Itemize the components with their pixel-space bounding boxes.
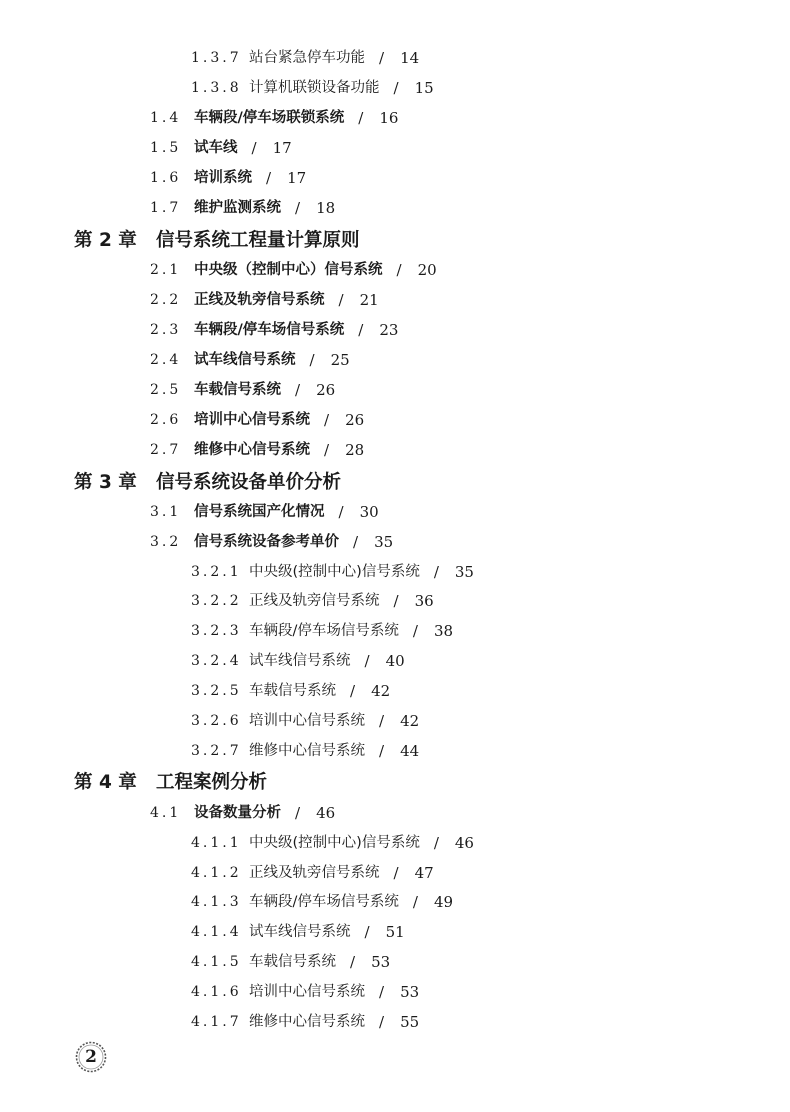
- toc-entry-row: [150, 439, 364, 461]
- section-page-number: 53: [371, 953, 391, 971]
- section-page-number: 28: [345, 441, 365, 459]
- toc-chapter-row: [74, 770, 267, 796]
- toc-entry-row: [150, 409, 364, 431]
- section-number: 3.2: [150, 534, 182, 550]
- page-separator: /: [396, 261, 402, 279]
- section-title: 中央级（控制中心）信号系统: [194, 262, 383, 278]
- section-number: 4.1.3: [191, 894, 242, 910]
- page-separator: /: [350, 682, 356, 700]
- section-number: 4.1.7: [191, 1014, 242, 1030]
- section-page-number: 15: [414, 79, 434, 97]
- section-page-number: 47: [414, 864, 434, 882]
- section-page-number: 16: [379, 109, 399, 127]
- section-page-number: 23: [379, 321, 399, 339]
- chapter-label: 第 3 章: [74, 472, 137, 493]
- section-title: 正线及轨旁信号系统: [249, 865, 380, 881]
- page-number: 2: [85, 1047, 97, 1067]
- toc-entry-row: [191, 1011, 419, 1033]
- toc-entry-row: [150, 501, 379, 523]
- section-title: 信号系统国产化情况: [194, 504, 325, 520]
- section-title: 试车线信号系统: [249, 924, 351, 940]
- section-title: 维修中心信号系统: [249, 743, 365, 759]
- toc-entry-row: [191, 981, 419, 1003]
- section-title: 正线及轨旁信号系统: [249, 593, 380, 609]
- section-number: 3.2.2: [191, 593, 242, 609]
- section-title: 车载信号系统: [194, 382, 281, 398]
- section-number: 3.2.7: [191, 743, 242, 759]
- section-page-number: 21: [359, 291, 379, 309]
- section-number: 3.2.1: [191, 564, 242, 580]
- page-separator: /: [295, 804, 301, 822]
- section-page-number: 25: [330, 351, 350, 369]
- section-number: 3.1: [150, 504, 182, 520]
- page-separator: /: [412, 893, 418, 911]
- section-title: 维护监测系统: [194, 200, 281, 216]
- section-page-number: 36: [414, 592, 434, 610]
- page-separator: /: [251, 139, 257, 157]
- section-number: 2.4: [150, 352, 182, 368]
- chapter-title: 工程案例分析: [156, 772, 268, 793]
- section-page-number: 42: [400, 712, 420, 730]
- page-separator: /: [358, 321, 364, 339]
- section-number: 1.3.7: [191, 50, 242, 66]
- page-separator: /: [393, 864, 399, 882]
- page-separator: /: [350, 953, 356, 971]
- section-number: 4.1: [150, 805, 182, 821]
- section-page-number: 51: [385, 923, 405, 941]
- section-title: 站台紧急停车功能: [249, 50, 365, 66]
- section-page-number: 40: [385, 652, 405, 670]
- section-number: 3.2.3: [191, 623, 242, 639]
- page-separator: /: [324, 411, 330, 429]
- section-title: 培训中心信号系统: [249, 984, 365, 1000]
- toc-entry-row: [191, 832, 474, 854]
- section-title: 试车线信号系统: [249, 653, 351, 669]
- section-title: 正线及轨旁信号系统: [194, 292, 325, 308]
- toc-entry-row: [150, 137, 292, 159]
- toc-entry-row: [191, 620, 453, 642]
- section-page-number: 38: [433, 622, 454, 640]
- section-number: 4.1.6: [191, 984, 242, 1000]
- toc-entry-row: [191, 650, 405, 672]
- section-page-number: 44: [400, 742, 420, 760]
- toc-entry-row: [191, 47, 419, 69]
- section-title: 车载信号系统: [249, 683, 336, 699]
- page-separator: /: [266, 169, 272, 187]
- section-title: 培训中心信号系统: [194, 412, 310, 428]
- section-number: 2.3: [150, 322, 182, 338]
- section-number: 2.2: [150, 292, 182, 308]
- section-number: 1.4: [150, 110, 182, 126]
- section-page-number: 20: [417, 261, 437, 279]
- section-page-number: 18: [316, 199, 336, 217]
- page-separator: /: [379, 49, 385, 67]
- page-separator: /: [393, 592, 399, 610]
- toc-entry-row: [191, 77, 434, 99]
- page-separator: /: [295, 381, 301, 399]
- page-separator: /: [379, 983, 385, 1001]
- section-number: 3.2.5: [191, 683, 242, 699]
- section-title: 培训系统: [194, 170, 252, 186]
- section-title: 车辆段/停车场信号系统: [194, 322, 345, 338]
- section-page-number: 35: [374, 533, 394, 551]
- toc-entry-row: [150, 289, 379, 311]
- section-page-number: 14: [400, 49, 420, 67]
- page-separator: /: [379, 742, 385, 760]
- toc-entry-row: [150, 349, 350, 371]
- chapter-label: 第 2 章: [74, 230, 137, 251]
- page-separator: /: [338, 503, 344, 521]
- toc-entry-row: [150, 167, 306, 189]
- page-separator: /: [364, 923, 370, 941]
- toc-entry-row: [150, 802, 335, 824]
- section-title: 信号系统设备参考单价: [194, 534, 339, 550]
- section-number: 3.2.4: [191, 653, 242, 669]
- section-number: 1.6: [150, 170, 182, 186]
- chapter-label: 第 4 章: [74, 772, 137, 793]
- toc-chapter-row: [74, 470, 341, 496]
- section-title: 车辆段/停车场信号系统: [249, 623, 399, 639]
- page-separator: /: [433, 563, 439, 581]
- toc-entry-row: [191, 951, 390, 973]
- toc-chapter-row: [74, 228, 360, 254]
- section-number: 4.1.5: [191, 954, 242, 970]
- page-separator: /: [364, 652, 370, 670]
- page-separator: /: [358, 109, 364, 127]
- section-page-number: 55: [400, 1013, 420, 1031]
- toc-entry-row: [191, 921, 405, 943]
- section-number: 2.6: [150, 412, 182, 428]
- chapter-title: 信号系统工程量计算原则: [156, 230, 360, 251]
- toc-entry-row: [191, 710, 419, 732]
- toc-entry-row: [191, 561, 474, 583]
- toc-entry-row: [150, 197, 335, 219]
- page-number-badge: [74, 1040, 108, 1074]
- section-title: 培训中心信号系统: [249, 713, 365, 729]
- toc-entry-row: [191, 862, 434, 884]
- section-title: 车辆段/停车场联锁系统: [194, 110, 345, 126]
- page-separator: /: [433, 834, 439, 852]
- section-number: 2.5: [150, 382, 182, 398]
- section-title: 中央级(控制中心)信号系统: [249, 835, 420, 851]
- section-title: 计算机联锁设备功能: [249, 80, 380, 96]
- toc-entry-row: [150, 531, 393, 553]
- section-page-number: 17: [272, 139, 292, 157]
- section-title: 中央级(控制中心)信号系统: [249, 564, 420, 580]
- section-page-number: 26: [345, 411, 365, 429]
- section-page-number: 26: [316, 381, 336, 399]
- section-title: 维修中心信号系统: [249, 1014, 365, 1030]
- section-page-number: 46: [316, 804, 336, 822]
- section-number: 1.7: [150, 200, 182, 216]
- section-title: 试车线信号系统: [194, 352, 296, 368]
- section-page-number: 46: [454, 834, 474, 852]
- section-title: 车载信号系统: [249, 954, 336, 970]
- section-page-number: 49: [433, 893, 454, 911]
- page-separator: /: [295, 199, 301, 217]
- section-title: 车辆段/停车场信号系统: [249, 894, 399, 910]
- section-number: 2.7: [150, 442, 182, 458]
- section-page-number: 30: [359, 503, 379, 521]
- section-page-number: 17: [287, 169, 307, 187]
- page-separator: /: [324, 441, 330, 459]
- toc-entry-row: [150, 379, 335, 401]
- section-page-number: 42: [371, 682, 391, 700]
- page-separator: /: [353, 533, 359, 551]
- page-separator: /: [379, 712, 385, 730]
- toc-entry-row: [191, 891, 453, 913]
- section-number: 3.2.6: [191, 713, 242, 729]
- page-separator: /: [412, 622, 418, 640]
- section-title: 设备数量分析: [194, 805, 281, 821]
- section-number: 4.1.1: [191, 835, 242, 851]
- toc-entry-row: [150, 107, 398, 129]
- page-separator: /: [393, 79, 399, 97]
- section-title: 维修中心信号系统: [194, 442, 310, 458]
- toc-entry-row: [191, 680, 390, 702]
- page-separator: /: [309, 351, 315, 369]
- page-separator: /: [338, 291, 344, 309]
- toc-entry-row: [191, 740, 419, 762]
- section-page-number: 53: [400, 983, 420, 1001]
- section-number: 1.5: [150, 140, 182, 156]
- toc-entry-row: [150, 259, 437, 281]
- section-title: 试车线: [194, 140, 238, 156]
- section-number: 4.1.2: [191, 865, 242, 881]
- chapter-title: 信号系统设备单价分析: [156, 472, 342, 493]
- toc-entry-row: [150, 319, 398, 341]
- toc-entry-row: [191, 590, 434, 612]
- section-number: 2.1: [150, 262, 182, 278]
- page-separator: /: [379, 1013, 385, 1031]
- section-number: 4.1.4: [191, 924, 242, 940]
- section-page-number: 35: [454, 563, 474, 581]
- section-number: 1.3.8: [191, 80, 242, 96]
